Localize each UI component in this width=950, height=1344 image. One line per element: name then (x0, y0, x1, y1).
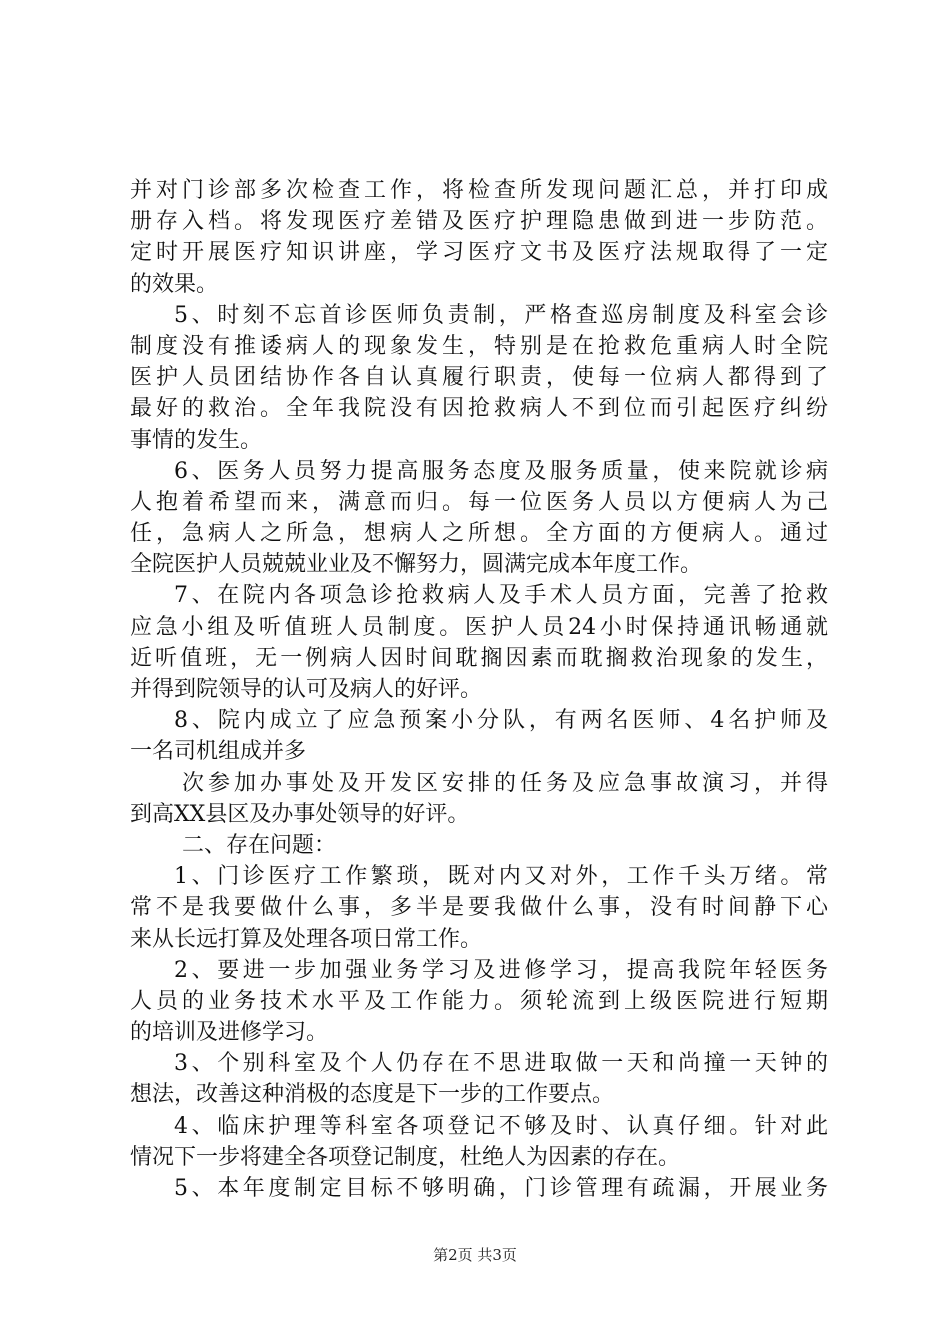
text-line: 并对门诊部多次检查工作，将检查所发现问题汇总，并打印成 (130, 178, 828, 203)
text-line: 并得到院领导的认可及病人的好评。 (130, 677, 483, 702)
text-line: 制度没有推诿病人的现象发生，特别是在抢救危重病人时全院 (130, 333, 828, 359)
text-line: 的培训及进修学习。 (130, 1020, 329, 1046)
text-line: 1、门诊医疗工作繁琐，既对内又对外，工作千头万绪。常 (174, 864, 828, 890)
text-line: 情况下一步将建全各项登记制度，杜绝人为因素的存在。 (130, 1144, 681, 1170)
text-line: 人抱着希望而来，满意而归。每一位医务人员以方便病人为己 (130, 489, 828, 515)
text-line: 定时开展医疗知识讲座，学习医疗文书及医疗法规取得了一定 (130, 240, 828, 266)
text-line: 二、存在问题： (182, 832, 337, 858)
text-line: 全院医护人员兢兢业业及不懈努力，圆满完成本年度工作。 (130, 552, 703, 578)
text-line: 最好的救治。全年我院没有因抢救病人不到位而引起医疗纠纷 (130, 396, 828, 422)
text-line: 想法，改善这种消极的态度是下一步的工作要点。 (130, 1082, 615, 1108)
text-line: 应急小组及听值班人员制度。医护人员24小时保持通讯畅通就 (130, 614, 828, 640)
text-line: 近听值班，无一例病人因时间耽搁因素而耽搁救治现象的发生， (130, 645, 828, 671)
text-line: 6、医务人员努力提高服务态度及服务质量，使来院就诊病 (174, 458, 828, 484)
text-line: 4、临床护理等科室各项登记不够及时、认真仔细。针对此 (174, 1113, 828, 1139)
text-line: 7、在院内各项急诊抢救病人及手术人员方面，完善了抢救 (174, 583, 828, 609)
text-line: 一名司机组成并多 (130, 739, 307, 765)
text-line: 常不是我要做什么事，多半是要我做什么事，没有时间静下心 (130, 895, 828, 921)
text-line: 册存入档。将发现医疗差错及医疗护理隐患做到进一步防范。 (130, 209, 828, 235)
text-line: 2、要进一步加强业务学习及进修学习，提高我院年轻医务 (174, 957, 828, 983)
text-line: 事情的发生。 (130, 427, 263, 453)
text-line: 3、个别科室及个人仍存在不思进取做一天和尚撞一天钟的 (174, 1051, 828, 1077)
text-line: 医护人员团结协作各自认真履行职责，使每一位病人都得到了 (130, 365, 828, 391)
text-line: 到高XX县区及办事处领导的好评。 (130, 801, 470, 827)
text-line: 来从长远打算及处理各项日常工作。 (130, 926, 483, 952)
text-line: 人员的业务技术水平及工作能力。须轮流到上级医院进行短期 (130, 988, 828, 1014)
text-line: 5、本年度制定目标不够明确，门诊管理有疏漏，开展业务 (174, 1176, 828, 1201)
text-line: 8、院内成立了应急预案小分队，有两名医师、4名护师及 (174, 708, 828, 734)
text-line: 任，急病人之所急，想病人之所想。全方面的方便病人。通过 (130, 521, 828, 547)
text-line: 的效果。 (130, 271, 219, 297)
text-line: 5、时刻不忘首诊医师负责制，严格查巡房制度及科室会诊 (174, 302, 828, 328)
page-footer (0, 1245, 950, 1265)
page-number-label: 第2页 共3页 (433, 1246, 517, 1264)
text-line: 次参加办事处及开发区安排的任务及应急事故演习，并得 (182, 770, 828, 796)
document-body (130, 175, 828, 1204)
